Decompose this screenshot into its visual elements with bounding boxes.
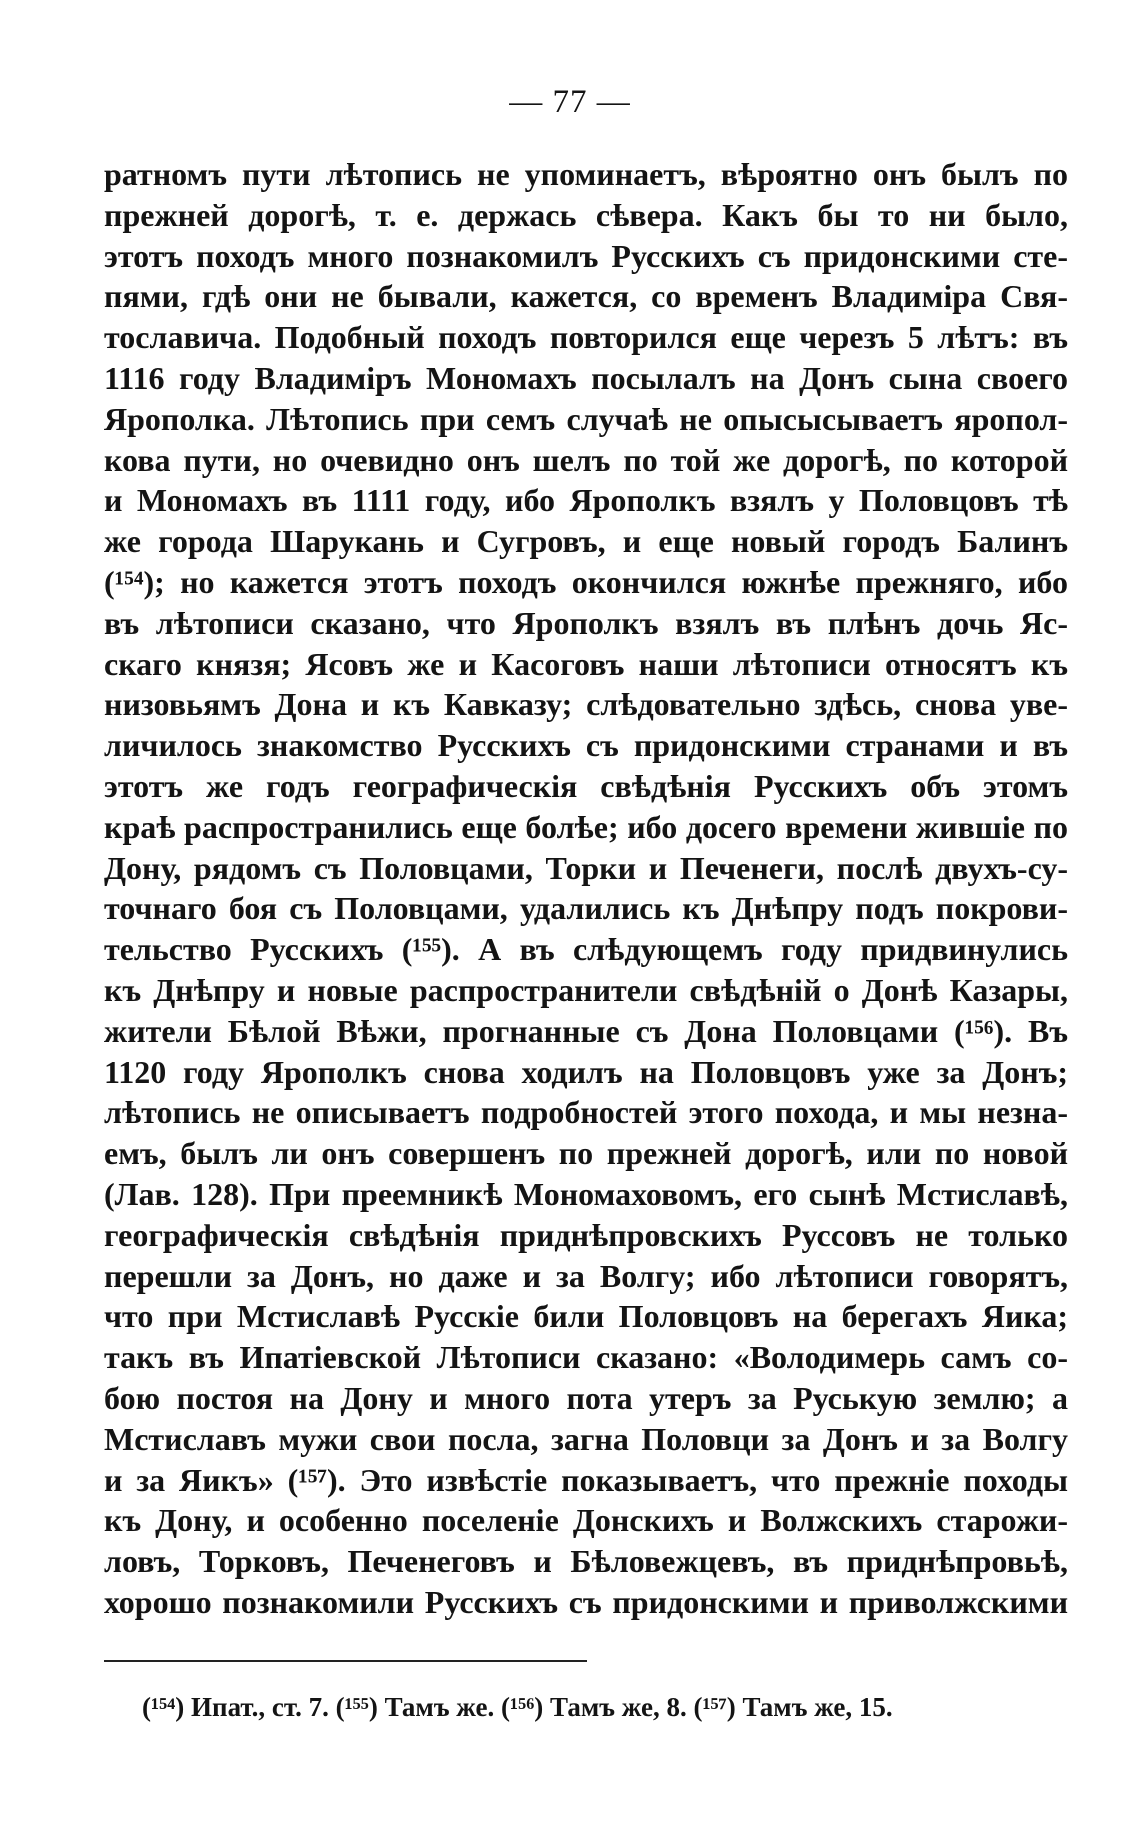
text-line: точнаго боя съ Половцами, удалились къ Днѣпру подъ покрови- [104,890,1068,927]
text-line: Ярополка. Лѣтопись при семъ случаѣ не опысысываетъ яропол- [104,400,1068,437]
text-line: въ лѣтописи сказано, что Ярополкъ взялъ въ плѣнъ дочь Яс- [104,604,1068,641]
text-line: перешли за Донъ, но даже и за Волгу; ибо лѣтописи говорятъ, [104,1257,1068,1294]
text-line: (Лав. 128). При преемникѣ Мономаховомъ, его сынѣ Мстиславѣ, [104,1175,1068,1212]
text-line: тославича. Подобный походъ повторился еще черезъ 5 лѣтъ: въ [104,319,1068,356]
text-line: личилось знакомство Русскихъ съ придонскими странами и въ [104,727,1068,764]
text-line: бою постоя на Дону и много пота утеръ за Руськую землю; а [104,1379,1068,1416]
text-line: этотъ походъ много познакомилъ Русскихъ съ придонскими сте- [104,237,1068,274]
text-line: къ Днѣпру и новые распространители свѣдѣній о Донѣ Казары, [104,971,1068,1008]
text-line: Мстиславъ мужи свои посла, загна Половци за Донъ и за Волгу [104,1420,1068,1457]
text-line: скаго князя; Ясовъ же и Касоговъ наши лѣтописи относятъ къ [104,645,1068,682]
text-line: и Мономахъ въ 1111 году, ибо Ярополкъ взялъ у Половцовъ тѣ [104,482,1068,519]
text-line: хорошо познакомили Русскихъ съ придонскими и приволжскими [104,1583,1068,1620]
text-line: жители Бѣлой Вѣжи, прогнанные съ Дона Половцами (¹⁵⁶). Въ [104,1012,1068,1049]
text-line: (¹⁵⁴); но кажется этотъ походъ окончился южнѣе прежняго, ибо [104,563,1068,600]
text-line: къ Дону, и особенно поселеніе Донскихъ и Волжскихъ старожи- [104,1502,1068,1539]
text-line: такъ въ Ипатіевской Лѣтописи сказано: «Володимерь самъ со- [104,1339,1068,1376]
text-line: краѣ распространились еще болѣе; ибо досего времени жившіе по [104,808,1068,845]
text-line: тельство Русскихъ (¹⁵⁵). А въ слѣдующемъ году придвинулись [104,931,1068,968]
footnotes: (¹⁵⁴) Ипат., ст. 7. (¹⁵⁵) Тамъ же. (¹⁵⁶) Тамъ же, 8. (¹⁵⁷) Тамъ же, 15. [142,1692,893,1722]
text-line: географическія свѣдѣнія приднѣпровскихъ Руссовъ не только [104,1216,1068,1253]
text-line: этотъ же годъ географическія свѣдѣнія Русскихъ объ этомъ [104,767,1068,804]
footnote-divider [104,1660,587,1662]
text-line: лѣтопись не описываетъ подробностей этого похода, и мы незна- [104,1094,1068,1131]
body-text [104,154,1068,1623]
page-number: — 77 — [509,84,631,120]
text-line: 1116 году Владиміръ Мономахъ посылалъ на Донъ сына своего [104,359,1068,396]
text-line: емъ, былъ ли онъ совершенъ по прежней дорогѣ, или по новой [104,1135,1068,1172]
text-line: что при Мстиславѣ Русскіе били Половцовъ на берегахъ Яика; [104,1298,1068,1335]
text-line: Дону, рядомъ съ Половцами, Торки и Печенеги, послѣ двухъ-су- [104,849,1068,886]
text-line: низовьямъ Дона и къ Кавказу; слѣдовательно здѣсь, снова уве- [104,686,1068,723]
text-line: кова пути, но очевидно онъ шелъ по той же дорогѣ, по которой [104,441,1068,478]
text-line: 1120 году Ярополкъ снова ходилъ на Половцовъ уже за Донъ; [104,1053,1068,1090]
text-line: и за Яикъ» (¹⁵⁷). Это извѣстіе показываетъ, что прежніе походы [104,1461,1068,1498]
text-line: ратномъ пути лѣтопись не упоминаетъ, вѣроятно онъ былъ по [104,156,1068,192]
text-line: ловъ, Торковъ, Печенеговъ и Бѣловежцевъ, въ приднѣпровьѣ, [104,1543,1068,1580]
text-line: пями, гдѣ они не бывали, кажется, со временъ Владиміра Свя- [104,278,1068,315]
text-line: же города Шарукань и Сугровъ, и еще новый городъ Балинъ [104,523,1068,560]
text-line: прежней дорогѣ, т. е. держась сѣвера. Какъ бы то ни было, [104,196,1068,233]
